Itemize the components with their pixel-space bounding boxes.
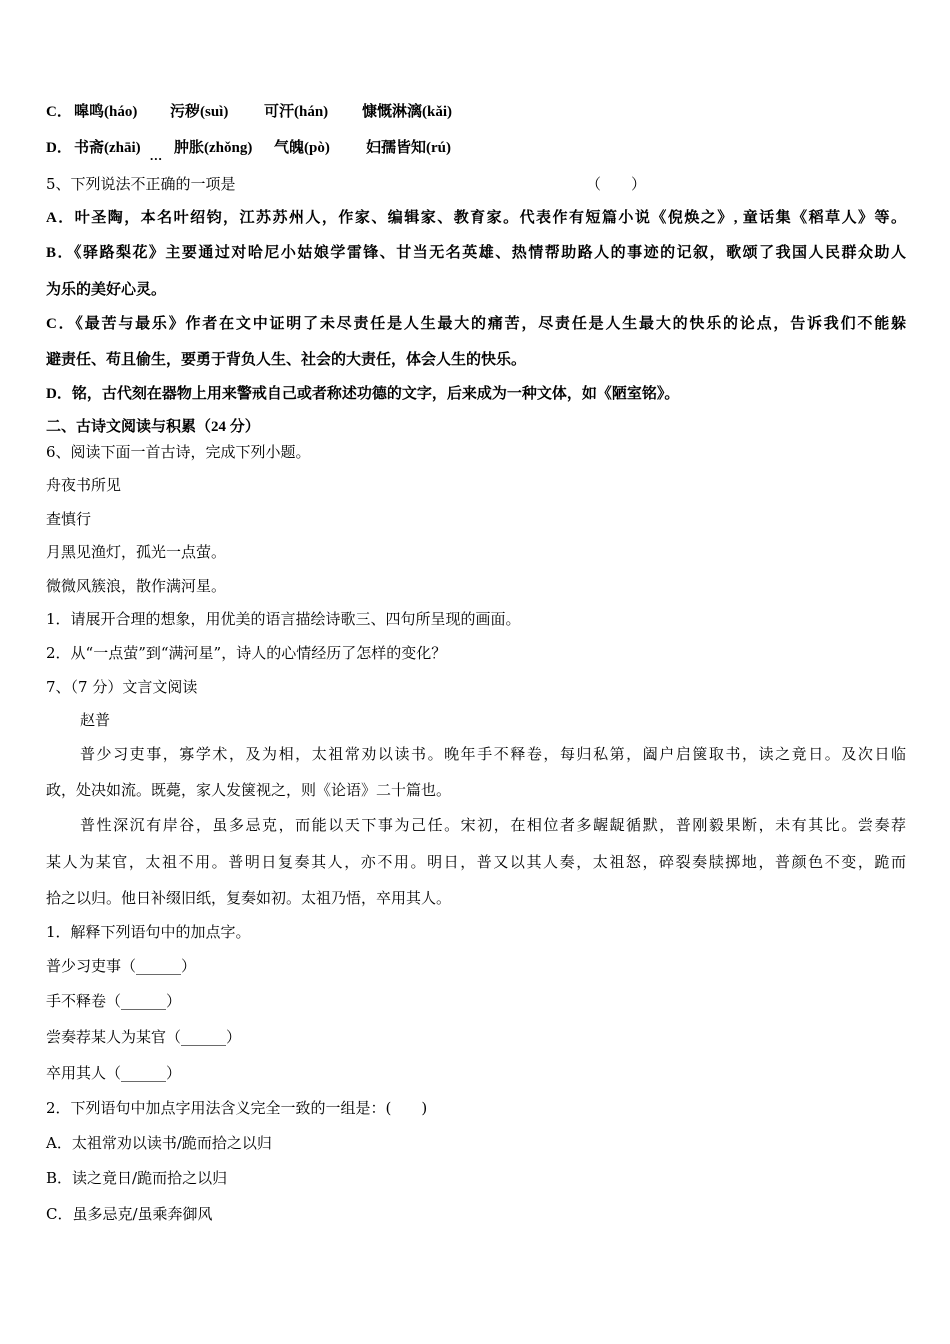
q5-option-c: C．《最苦与最乐》作者在文中证明了未尽责任是人生最大的痛苦，尽责任是人生最大的快乐的论点，告诉我们不能躲 [46, 316, 906, 332]
q5-option-a: A．叶圣陶，本名叶绍钧，江苏苏州人，作家、编辑家、教育家。代表作有短篇小说《倪焕之》, 童话集《稻草人》等。 [46, 210, 906, 226]
blank-item: 尝奏荐某人为某官（______） [46, 1028, 242, 1046]
poem-line: 微微风簇浪，散作满河星。 [46, 577, 227, 595]
question-stem: 5、下列说法不正确的一项是 [46, 175, 236, 193]
question-6-stem: 6、阅读下面一首古诗，完成下列小题。 [46, 443, 311, 461]
choice-option: C．虽多忌克/虽乘奔御风 [46, 1205, 213, 1223]
word-item: 妇孺皆知(rú) [366, 140, 451, 156]
section-title: 二、古诗文阅读与积累（24 分） [46, 419, 260, 435]
passage-line: 拾之以归。他日补缀旧纸，复奏如初。太祖乃悟，卒用其人。 [46, 889, 452, 907]
sub-question: 2．从“一点萤”到“满河星”，诗人的心情经历了怎样的变化？ [46, 644, 447, 662]
choice-option: B．读之竟日/跪而拾之以归 [46, 1169, 228, 1187]
q5-option-d: D．铭，古代刻在器物上用来警戒自己或者称述功德的文字，后来成为一种文体，如《陋室铭》。 [46, 386, 680, 402]
q5-option-b: B．《驿路梨花》主要通过对哈尼小姑娘学雷锋、甘当无名英雄、热情帮助路人的事迹的记叙，歌颂了我国人民群众助人 [46, 245, 906, 261]
sub-question: 1．请展开合理的想象，用优美的语言描绘诗歌三、四句所呈现的画面。 [46, 610, 521, 628]
word-item: 慷慨淋漓(kǎi) [362, 104, 453, 120]
passage-title: 赵普 [80, 711, 111, 729]
poem-author: 查慎行 [46, 510, 92, 528]
passage-line: 普性深沉有岸谷，虽多忌克，而能以天下事为己任。宋初，在相位者多龌龊循默，普刚毅果断，未有其比。尝奏荐 [80, 816, 906, 834]
word-item: 可汗(hán) [264, 104, 329, 120]
option-label: C． [46, 104, 72, 120]
poem-line: 月黑见渔灯，孤光一点萤。 [46, 543, 227, 561]
word-item: 气魄(pò) [274, 140, 330, 156]
blank-item: 手不释卷（______） [46, 992, 182, 1010]
option-label: D． [46, 140, 72, 156]
blank-item: 普少习吏事（______） [46, 957, 197, 975]
question-7-stem: 7、（7 分）文言文阅读 [46, 678, 198, 696]
passage-line: 政，处决如流。既薨，家人发箧视之，则《论语》二十篇也。 [46, 781, 452, 799]
word-item: 污秽(suì) [170, 104, 229, 120]
word-item: 书斋(zhāi) [74, 140, 141, 156]
poem-title: 舟夜书所见 [46, 476, 122, 494]
sub-question-1: 1．解释下列语句中的加点字。 [46, 923, 251, 941]
word-item: 肿胀(zhǒng) [174, 140, 253, 156]
emphasis-dots: ... [150, 148, 163, 163]
passage-line: 某人为某官，太祖不用。普明日复奏其人，亦不用。明日，普又以其人奏，太祖怒，碎裂奏牍掷地，普颜色不变，跪而 [46, 853, 906, 871]
answer-parentheses: （ ） [586, 175, 647, 193]
choice-option: A．太祖常劝以读书/跪而拾之以归 [46, 1134, 272, 1152]
sub-question-2: 2．下列语句中加点字用法含义完全一致的一组是：( ) [46, 1099, 428, 1117]
q5-option-c-cont: 避责任、苟且偷生，要勇于背负人生、社会的大责任，体会人生的快乐。 [46, 352, 527, 368]
question-5 [46, 174, 906, 194]
blank-item: 卒用其人（______） [46, 1064, 182, 1082]
word-item: 嗥鸣(háo) [74, 104, 138, 120]
passage-line: 普少习吏事，寡学术，及为相，太祖常劝以读书。晚年手不释卷，每归私第，阖户启箧取书，读之竟日。及次日临 [80, 745, 906, 763]
q5-option-b-cont: 为乐的美好心灵。 [46, 282, 167, 298]
